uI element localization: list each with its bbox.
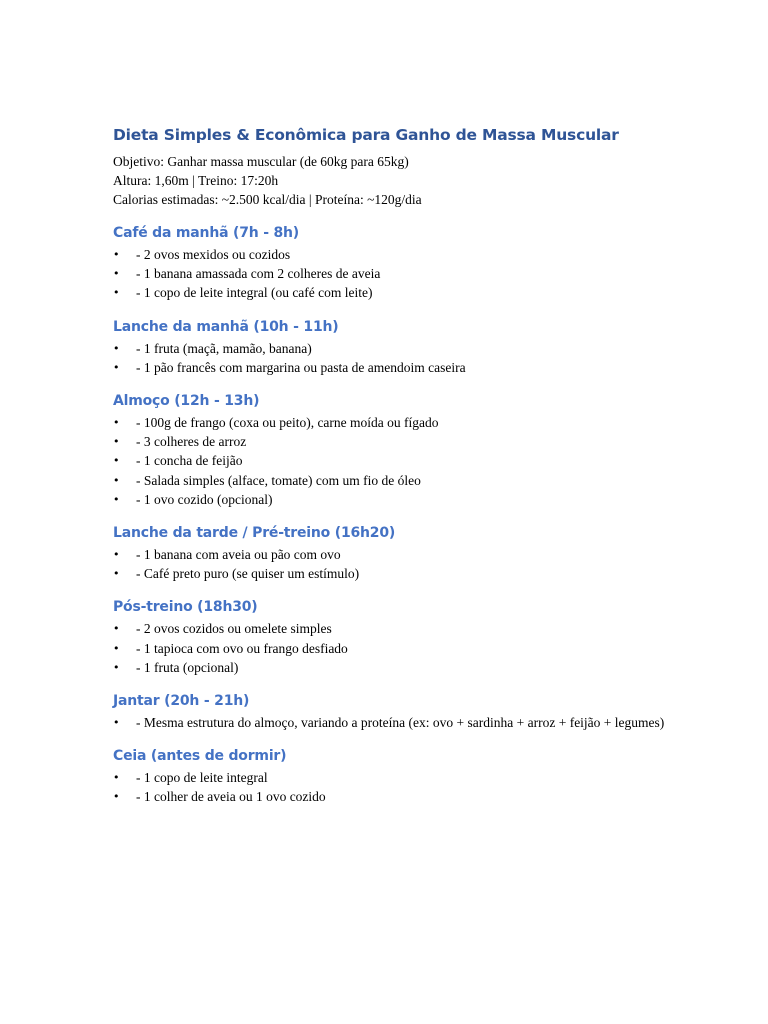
meal-sections bbox=[113, 223, 673, 807]
list-item-text: - 1 concha de feijão bbox=[136, 453, 243, 469]
section-heading: Jantar (20h - 21h) bbox=[113, 693, 250, 710]
list-item bbox=[113, 413, 673, 432]
list-item bbox=[113, 713, 673, 732]
list-item bbox=[113, 619, 673, 638]
bullet-icon: • bbox=[113, 492, 120, 506]
list-item bbox=[113, 264, 673, 283]
list-item bbox=[113, 432, 673, 451]
meal-section bbox=[113, 391, 673, 509]
meta-height-training: Altura: 1,60m | Treino: 17:20h bbox=[113, 173, 279, 188]
meal-section bbox=[113, 317, 673, 377]
list-item-text: - 2 ovos mexidos ou cozidos bbox=[136, 247, 291, 262]
list-item bbox=[113, 545, 673, 564]
bullet-icon: • bbox=[113, 473, 120, 487]
list-item-text: - 1 fruta (opcional) bbox=[136, 659, 239, 675]
meal-item-list bbox=[113, 619, 673, 677]
list-item-text: - 1 pão francês com margarina ou pasta de amendoim caseira bbox=[136, 359, 466, 375]
list-item-text: - 1 ovo cozido (opcional) bbox=[136, 491, 273, 507]
list-item bbox=[113, 245, 673, 264]
meal-section bbox=[113, 523, 673, 583]
bullet-icon: • bbox=[113, 435, 120, 449]
bullet-icon: • bbox=[113, 548, 120, 562]
section-heading: Lanche da tarde / Pré-treino (16h20) bbox=[113, 525, 396, 542]
list-item-text: - Salada simples (alface, tomate) com um fio de óleo bbox=[136, 472, 421, 488]
meal-item-list bbox=[113, 413, 673, 509]
meal-item-list bbox=[113, 545, 673, 583]
section-heading: Café da manhã (7h - 8h) bbox=[113, 225, 299, 241]
list-item-text: - 1 banana com aveia ou pão com ovo bbox=[136, 547, 341, 563]
bullet-icon: • bbox=[113, 567, 120, 581]
document-meta bbox=[113, 152, 673, 209]
section-heading: Pós-treino (18h30) bbox=[113, 599, 258, 616]
list-item-text: - 1 copo de leite integral bbox=[136, 770, 268, 786]
meal-item-list bbox=[113, 713, 673, 732]
meal-item-list bbox=[113, 339, 673, 377]
document-title: Dieta Simples & Econômica para Ganho de Massa Muscular bbox=[113, 126, 619, 144]
list-item bbox=[113, 639, 673, 658]
bullet-icon: • bbox=[113, 622, 120, 636]
list-item bbox=[113, 787, 673, 806]
bullet-icon: • bbox=[113, 454, 120, 468]
list-item bbox=[113, 339, 673, 358]
list-item bbox=[113, 358, 673, 377]
list-item-text: - Mesma estrutura do almoço, variando a proteína (ex: ovo + sardinha + arroz + feijão + legumes) bbox=[136, 715, 665, 731]
bullet-icon: • bbox=[113, 341, 120, 355]
section-heading: Almoço (12h - 13h) bbox=[113, 393, 260, 410]
meal-section bbox=[113, 746, 673, 806]
bullet-icon: • bbox=[113, 660, 120, 674]
bullet-icon: • bbox=[113, 248, 120, 261]
list-item bbox=[113, 451, 673, 470]
bullet-icon: • bbox=[113, 641, 120, 655]
bullet-icon: • bbox=[113, 286, 120, 300]
bullet-icon: • bbox=[113, 360, 120, 374]
list-item bbox=[113, 768, 673, 787]
meal-item-list bbox=[113, 768, 673, 806]
list-item bbox=[113, 490, 673, 509]
meal-section bbox=[113, 597, 673, 677]
document-page bbox=[113, 124, 673, 807]
bullet-icon: • bbox=[113, 416, 120, 430]
meta-objective: Objetivo: Ganhar massa muscular (de 60kg para 65kg) bbox=[113, 154, 409, 169]
list-item bbox=[113, 658, 673, 677]
bullet-icon: • bbox=[113, 771, 120, 785]
list-item-text: - 2 ovos cozidos ou omelete simples bbox=[136, 621, 332, 637]
list-item-text: - Café preto puro (se quiser um estímulo) bbox=[136, 566, 360, 582]
bullet-icon: • bbox=[113, 716, 120, 730]
bullet-icon: • bbox=[113, 267, 120, 281]
section-heading: Lanche da manhã (10h - 11h) bbox=[113, 318, 339, 335]
meal-item-list bbox=[113, 245, 673, 303]
list-item-text: - 100g de frango (coxa ou peito), carne moída ou fígado bbox=[136, 415, 439, 431]
list-item-text: - 1 copo de leite integral (ou café com leite) bbox=[136, 285, 373, 301]
meta-calories-protein: Calorias estimadas: ~2.500 kcal/dia | Proteína: ~120g/dia bbox=[113, 192, 422, 207]
list-item-text: - 1 fruta (maçã, mamão, banana) bbox=[136, 340, 312, 356]
meal-section bbox=[113, 691, 673, 732]
meal-section bbox=[113, 223, 673, 303]
list-item-text: - 3 colheres de arroz bbox=[136, 434, 247, 450]
list-item bbox=[113, 283, 673, 302]
section-heading: Ceia (antes de dormir) bbox=[113, 748, 287, 765]
bullet-icon: • bbox=[113, 790, 120, 804]
list-item bbox=[113, 471, 673, 490]
list-item-text: - 1 banana amassada com 2 colheres de aveia bbox=[136, 266, 381, 282]
list-item-text: - 1 colher de aveia ou 1 ovo cozido bbox=[136, 789, 326, 805]
list-item-text: - 1 tapioca com ovo ou frango desfiado bbox=[136, 640, 348, 656]
list-item bbox=[113, 564, 673, 583]
